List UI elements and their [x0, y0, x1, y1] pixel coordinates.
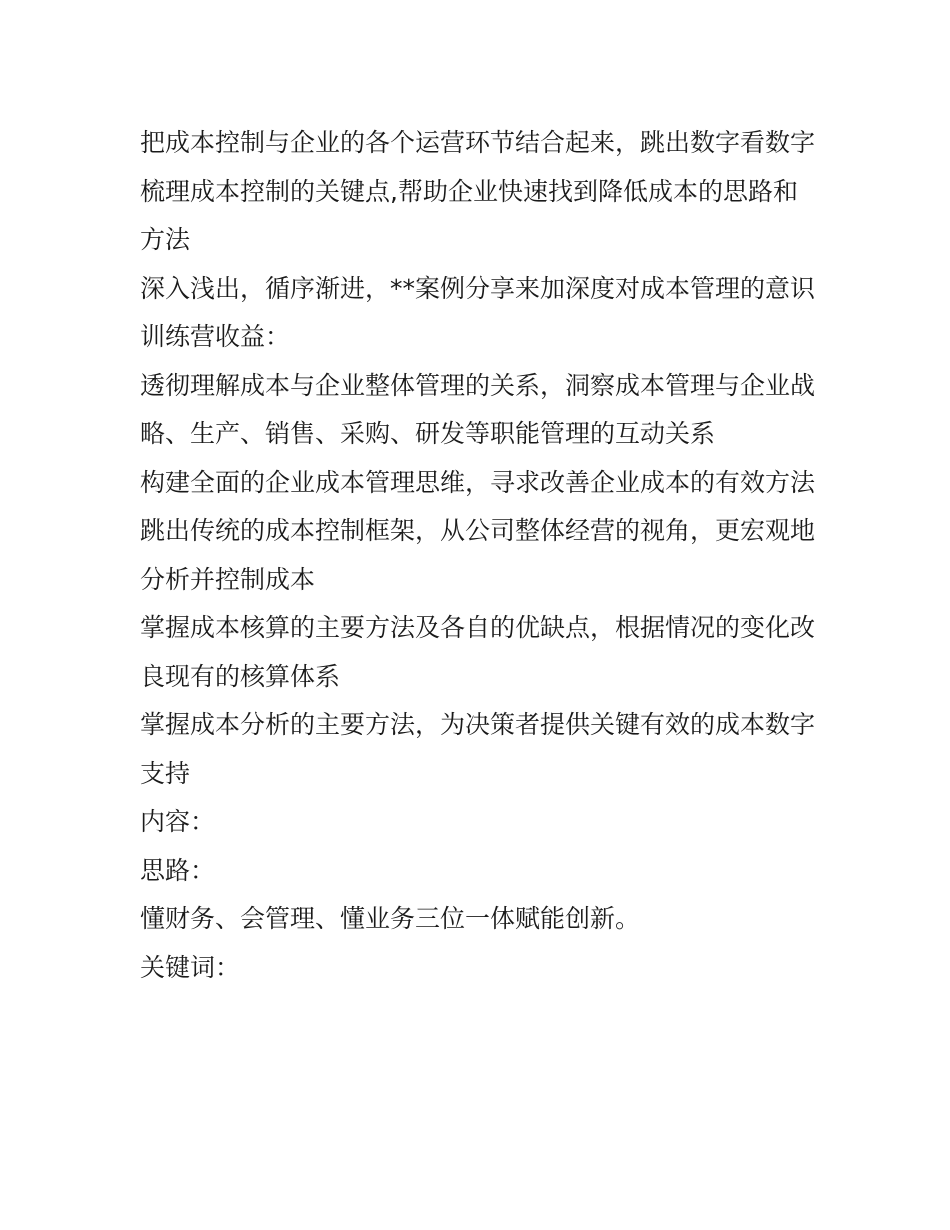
paragraph-key-points: 梳理成本控制的关键点,帮助企业快速找到降低成本的思路和方法 [140, 176, 798, 254]
paragraph-benefit-analysis: 掌握成本分析的主要方法，为决策者提供关键有效的成本数字支持 [140, 710, 816, 788]
document-body [140, 119, 820, 992]
heading-content: 内容： [140, 807, 216, 836]
paragraph-benefit-framework: 跳出传统的成本控制框架，从公司整体经营的视角，更宏观地分析并控制成本 [140, 516, 816, 594]
paragraph-benefit-relationship: 透彻理解成本与企业整体管理的关系，洞察成本管理与企业战略、生产、销售、采购、研发等职能管理的互动关系 [140, 370, 816, 448]
paragraph-three-in-one: 懂财务、会管理、懂业务三位一体赋能创新。 [140, 904, 641, 933]
paragraph-benefit-mindset: 构建全面的企业成本管理思维，寻求改善企业成本的有效方法 [140, 467, 816, 497]
heading-camp-benefits: 训练营收益： [140, 322, 291, 351]
heading-keywords: 关键词： [140, 952, 241, 982]
paragraph-case-sharing: 深入浅出，循序渐进，**案例分享来加深度对成本管理的意识 [140, 273, 816, 303]
heading-approach: 思路： [140, 855, 216, 885]
paragraph-cost-control-integration: 把成本控制与企业的各个运营环节结合起来，跳出数字看数字 [140, 128, 816, 157]
paragraph-benefit-accounting: 掌握成本核算的主要方法及各自的优缺点，根据情况的变化改良现有的核算体系 [140, 613, 816, 691]
